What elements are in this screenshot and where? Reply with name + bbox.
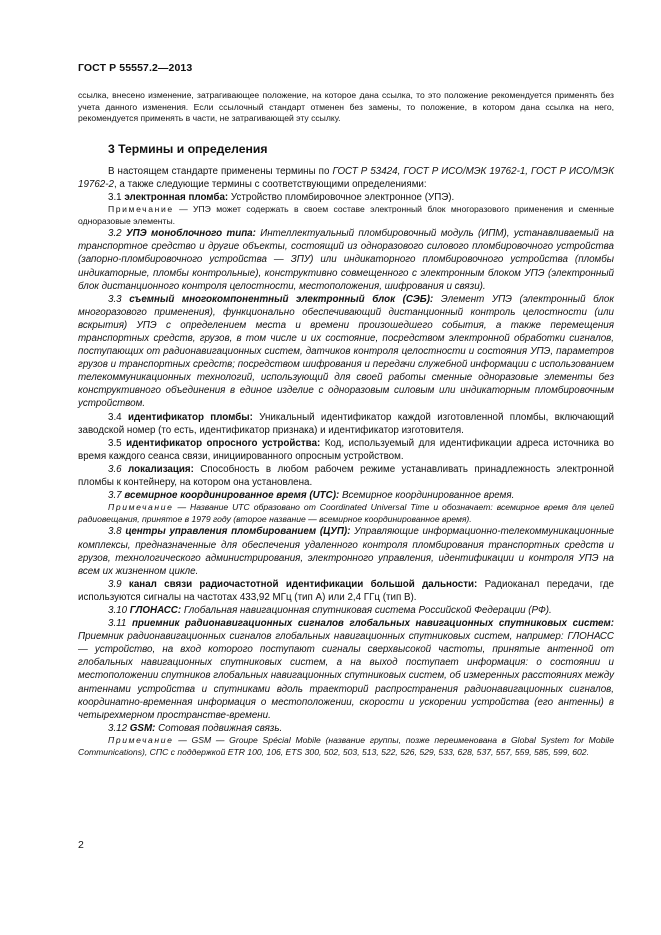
- term-number: 3.5: [108, 437, 127, 449]
- term-name: центры управления пломбированием (ЦУП):: [125, 526, 351, 538]
- note-label: Примечание: [108, 502, 174, 513]
- term-3-8: [78, 525, 614, 577]
- term-definition: Управляющие информационно-телекоммуникационные комплексы, предназначенные для обеспечения удаленного контроля пломбирования транспортных средств и грузов, технологического администрирования, электронного управления, идентификации и контроля УПЭ на всем их жизненном цикле.: [78, 526, 614, 577]
- term-number: 3.4: [108, 411, 128, 423]
- term-3-11: [78, 617, 614, 722]
- term-3-1: [78, 191, 614, 204]
- term-definition: Устройство пломбировочное электронное (УПЭ).: [228, 191, 455, 203]
- term-3-2: [78, 227, 614, 292]
- term-name: идентификатор пломбы:: [127, 411, 253, 423]
- term-name: идентификатор опросного устройства:: [126, 437, 321, 449]
- note-text: — GSM — Groupe Spécial Mobile (название группы, позже переименована в Global System for Mobile Communications), СПС с поддержкой ETR 100, 106, ETS 300, 502, 503, 513, 522, 526, 529, 533, 628, 537, 557, 559, 585, 599, 602.: [78, 734, 614, 757]
- term-3-12: [78, 722, 614, 735]
- term-name: УПЭ моноблочного типа:: [125, 228, 256, 240]
- term-3-7: [78, 489, 614, 502]
- term-definition: Код, используемый для идентификации адреса источника во время каждого сеанса связи, инициированного опросным устройством.: [78, 437, 614, 462]
- intro-paragraph: ссылка, внесено изменение, затрагивающее положение, на которое дана ссылка, то это положение рекомендуется применять без учета данного изменения. Если ссылочный стандарт отменен без замены, то положение, в котором дана ссылка на него, рекомендуется применять в части, не затрагивающей эту ссылку.: [78, 90, 614, 124]
- term-number: 3.3: [108, 293, 130, 305]
- term-number: 3.12: [108, 722, 130, 734]
- term-definition: Уникальный идентификатор каждой изготовленной пломбы, включающий заводской номер (то есть, идентификатор признака) и идентификатор изготовителя.: [78, 411, 614, 436]
- term-name: электронная пломба:: [124, 191, 229, 203]
- page-content: [78, 90, 614, 758]
- term-definition: Интеллектуальный пломбировочный модуль (ИПМ), устанавливаемый на транспортное средство и другие объекты, состоящий из одноразового силового пломбировочного устройства (запорно-пломбировочного устройства — ЗПУ) или индикаторного пломбировочного устройства (пломбы индикаторные, пломбы контрольные), конструктивно совмещенного с электронным блоком УПЭ (электронный блок дистанционного контроля целостности, местоположения, шифрования и связи).: [78, 228, 614, 292]
- term-3-10: [78, 604, 614, 617]
- term-number: 3.11: [108, 618, 132, 630]
- term-name: съемный многокомпонентный электронный блок (СЭБ):: [129, 293, 434, 305]
- intro-references: ГОСТ Р 53424, ГОСТ Р ИСО/МЭК 19762-1, ГОСТ Р ИСО/МЭК 19762-2: [78, 165, 614, 190]
- term-number: 3.7: [108, 490, 125, 502]
- term-name: локализация:: [128, 463, 194, 475]
- term-definition: Сотовая подвижная связь.: [155, 722, 283, 734]
- term-number: 3.2: [108, 228, 126, 240]
- intro-text-a: В настоящем стандарте применены термины по: [108, 165, 333, 177]
- term-number: 3.9: [108, 578, 129, 590]
- note-1: [78, 204, 614, 227]
- document-header: ГОСТ Р 55557.2—2013: [78, 62, 193, 74]
- term-name: всемирное координированное время (UTC):: [124, 490, 340, 502]
- term-name: GSM:: [129, 722, 156, 734]
- term-definition: Глобальная навигационная спутниковая система Российской Федерации (РФ).: [181, 604, 552, 616]
- intro-text-b: , а также следующие термины с соответствующими определениями:: [113, 178, 427, 190]
- term-name: канал связи радиочастотной идентификации большой дальности:: [128, 578, 478, 590]
- term-definition: Способность в любом рабочем режиме устанавливать принадлежность электронной пломбы к контейнеру, на котором она установлена.: [78, 463, 614, 489]
- section-intro: [78, 165, 614, 191]
- term-definition: Приемник радионавигационных сигналов глобальных навигационных спутниковых систем, например: ГЛОНАСС — устройство, на вход которого поступают сигналы сверхвысокой частоты, принятые антенной от глобальных навигационных спутниковых систем, а на выход поступает информация: о состоянии и местоположении спутников глобальных навигационных спутниковых систем, об измеренных расстояниях между антеннами устройства и спутниками вдоль траекторий распространения радионавигационных сигналов, координатно-временная информация о местоположении, скорости и ускорении устройства (его антенны) в четырехмерном пространстве-времени.: [78, 631, 614, 721]
- note-text: — Название UTC образовано от Coordinated Universal Time и обозначает: всемирное время для целей радиовещания, принятое в 1979 году (второе название — всемирное координированное время).: [78, 502, 614, 524]
- term-definition: Радиоканал передачи, где используются сигналы на частотах 433,92 МГц (тип А) или 2,4 ГГц (тип В).: [78, 578, 615, 603]
- term-3-3: [78, 293, 614, 411]
- note-3: [78, 735, 614, 758]
- note-text: — УПЭ может содержать в своем составе электронный блок многоразового применения и сменные одноразовые элементы.: [78, 204, 614, 226]
- term-name: приемник радионавигационных сигналов глобальных навигационных спутниковых систем:: [131, 618, 615, 630]
- term-number: 3.8: [108, 526, 126, 538]
- term-name: ГЛОНАСС:: [129, 604, 182, 616]
- note-label: Примечание: [108, 204, 174, 215]
- section-title: 3 Термины и определения: [108, 141, 268, 156]
- note-label: Примечание: [108, 734, 174, 745]
- note-2: [78, 502, 614, 525]
- term-number: 3.6: [108, 463, 129, 475]
- term-3-9: [78, 578, 614, 604]
- term-definition: Элемент УПЭ (электронный блок многоразового применения), функционально обеспечивающий дистанционный контроль целостности (или вскрытия) УПЭ с определением места и времени произошедшего события, а также перемещения транспортных средств, грузов, в том числе и их состояние, посредством электронной обработки сигналов, поступающих от радионавигационных систем, датчиков контроля целостности и состояния УПЭ, параметров грузов и транспортных средств; посредством шифрования и передачи служебной информации с использованием телекоммуникационных технологий, использующий для своей работы сменные одноразовые элементы без конструктивного объединения в единое изделие с одноразовым силовым или индикаторным пломбировочным устройством.: [78, 293, 614, 410]
- term-number: 3.1: [108, 191, 125, 203]
- term-number: 3.10: [108, 604, 130, 616]
- term-3-4: [78, 411, 614, 437]
- term-3-5: [78, 437, 614, 463]
- term-definition: Всемирное координированное время.: [339, 490, 515, 502]
- page-number: 2: [78, 839, 84, 851]
- term-3-6: [78, 463, 614, 489]
